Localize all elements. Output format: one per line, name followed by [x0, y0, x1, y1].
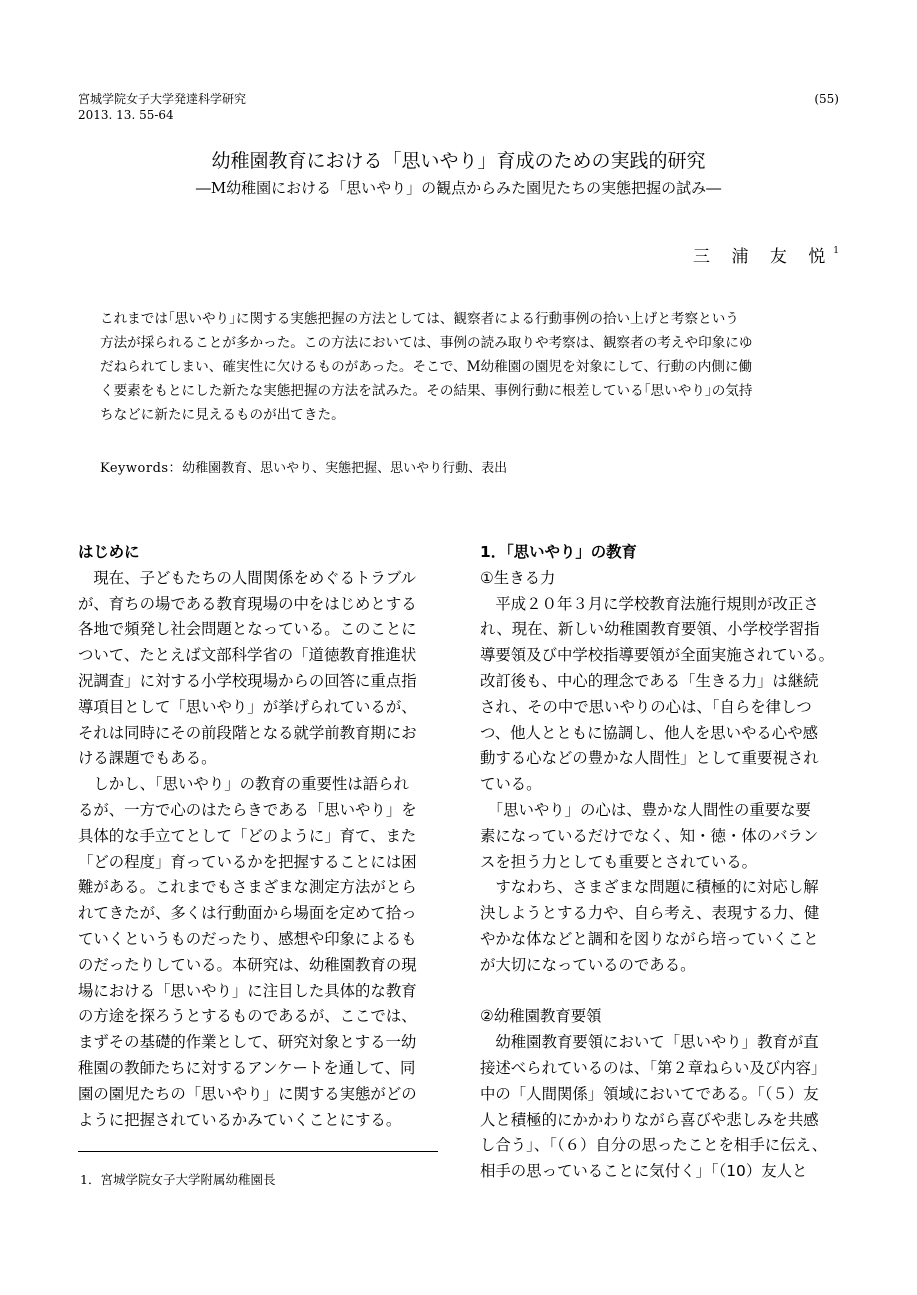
text-line: つ、他人とともに協調し、他人を思いやる心や感	[480, 723, 818, 742]
section1-paragraph-2	[480, 798, 840, 875]
text-line: ていくというものだったり、感想や印象によるも	[78, 929, 417, 948]
abstract-line: だねられてしまい、確実性に欠けるものがあった。そこで、M幼稚園の園児を対象にして、行動の内側に働	[100, 359, 753, 375]
text-line: スを担う力としても重要とされている。	[480, 852, 758, 871]
paper-subtitle: ―M幼稚園における「思いやり」の観点からみた園児たちの実態把握の試み―	[195, 179, 722, 197]
text-line: れ、現在、新しい幼稚園教育要領、小学校学習指	[480, 620, 820, 639]
text-line: まずその基礎的作業として、研究対象とする一幼	[78, 1033, 417, 1052]
text-line: るが、一方で心のはたらきである「思いやり」を	[78, 800, 417, 819]
abstract-line: 方法が採られることが多かった。この方法においては、事例の読み取りや考察は、観察者の考えや印象にゆ	[100, 335, 753, 351]
paper-title: 幼稚園教育における「思いやり」育成のための実践的研究	[211, 150, 706, 172]
text-line: 況調査」に対する小学校現場からの回答に重点指	[78, 671, 417, 690]
right-column	[480, 540, 840, 1185]
section1-paragraph-4	[480, 1030, 840, 1185]
keywords	[100, 457, 507, 476]
text-line: 具体的な手立てとして「どのように」育て、また	[78, 826, 417, 845]
page-number: (55)	[814, 92, 839, 106]
text-line: すなわち、さまざまな問題に積極的に対応し解	[480, 878, 819, 897]
text-line: 決しようとする力や、自ら考え、表現する力、健	[480, 904, 820, 923]
section1-paragraph-1	[480, 592, 840, 798]
text-line: 「どの程度」育っているかを把握することには困	[78, 852, 417, 871]
text-line: 素になっているだけでなく、知・徳・体のバラン	[480, 826, 819, 845]
text-line: が、育ちの場である教育現場の中をはじめとする	[78, 594, 417, 613]
text-line: 改訂後も、中心的理念である「生きる力」は継続	[480, 671, 819, 690]
author	[693, 242, 839, 267]
text-line: ついて、たとえば文部科学省の「道徳教育推進状	[78, 646, 417, 665]
text-line: され、その中で思いやりの心は、「自らを律しつ	[480, 697, 812, 716]
keywords-label: Keywords：	[100, 461, 183, 476]
section1-paragraph-3	[480, 875, 840, 978]
text-line: 導項目として「思いやり」が挙げられているが、	[78, 697, 417, 716]
subsection-heading-2: ②幼稚園教育要領	[480, 1007, 602, 1026]
text-line: しかし、「思いやり」の教育の重要性は語られ	[78, 775, 409, 794]
text-line: 相手の思っていることに気付く」「（10）友人と	[480, 1162, 808, 1181]
text-line: し合う」、「（６）自分の思ったことを相手に伝え、	[480, 1136, 828, 1155]
text-line: 場における「思いやり」に注目した具体的な教育	[78, 981, 417, 1000]
text-line: ける課題でもある。	[78, 749, 217, 768]
text-line: 中の「人間関係」領域においてである。「（５）友	[480, 1084, 819, 1103]
text-line: 平成２０年３月に学校教育法施行規則が改正さ	[480, 594, 819, 613]
author-footnote-mark: 1	[833, 246, 839, 256]
text-line: 幼稚園教育要領において「思いやり」教育が直	[480, 1033, 819, 1052]
text-line: が大切になっているのである。	[480, 955, 696, 974]
abstract-line: ちなどに新たに見えるものが出てきた。	[100, 407, 345, 423]
text-line: 導要領及び中学校指導要領が全面実施されている。	[480, 646, 834, 665]
text-line: 「思いやり」の心は、豊かな人間性の重要な要	[480, 800, 811, 819]
journal-name: 宮城学院女子大学発達科学研究	[78, 92, 247, 106]
text-line: の方途を探ろうとするものであるが、ここでは、	[78, 1007, 417, 1026]
abstract-line: これまでは｢思いやり｣に関する実態把握の方法としては、観察者による行動事例の拾い上げと考察という	[100, 311, 739, 327]
text-line: ように把握されているかみていくことにする。	[78, 1110, 402, 1129]
text-line: 現在、子どもたちの人間関係をめぐるトラブル	[78, 568, 416, 587]
text-line: 接述べられているのは、「第２章ねらい及び内容」	[480, 1058, 827, 1077]
left-column	[78, 540, 438, 1133]
intro-paragraph-2	[78, 772, 438, 1133]
text-line: れてきたが、多くは行動面から場面を定めて拾っ	[78, 904, 417, 923]
intro-paragraph-1	[78, 566, 438, 772]
author-name: 三 浦 友 悦	[693, 247, 834, 267]
footnote-divider	[78, 1151, 438, 1152]
text-line: 難がある。これまでもさまざまな測定方法がとら	[78, 878, 417, 897]
text-line: 稚園の教師たちに対するアンケートを通して、同	[78, 1058, 416, 1077]
section-heading-introduction: はじめに	[78, 543, 140, 561]
paragraph-gap	[480, 979, 840, 1005]
abstract	[100, 307, 820, 427]
footnote: 1．宮城学院女子大学附属幼稚園長	[80, 1172, 276, 1187]
text-line: 動する心などの豊かな人間性」として重要視され	[480, 749, 819, 768]
keywords-text: 幼稚園教育、思いやり、実態把握、思いやり行動、表出	[182, 461, 508, 476]
text-line: のだったりしている。本研究は、幼稚園教育の現	[78, 955, 417, 974]
abstract-line: く要素をもとにした新たな実態把握の方法を試みた。その結果、事例行動に根差している｢思いやり｣の気持	[100, 383, 753, 399]
text-line: 人と積極的にかかわりながら喜びや悲しみを共感	[480, 1110, 819, 1129]
text-line: やかな体などと調和を図りながら培っていくこと	[480, 929, 819, 948]
section-heading-1: 1．「思いやり」の教育	[480, 543, 637, 561]
text-line: 園の園児たちの「思いやり」に関する実態がどの	[78, 1084, 417, 1103]
text-line: ている。	[480, 775, 542, 794]
subsection-heading-1: ①生きる力	[480, 568, 556, 587]
text-line: それは同時にその前段階となる就学前教育期にお	[78, 723, 417, 742]
text-line: 各地で頻発し社会問題となっている。このことに	[78, 620, 417, 639]
volume-info: 2013. 13. 55-64	[78, 108, 174, 122]
